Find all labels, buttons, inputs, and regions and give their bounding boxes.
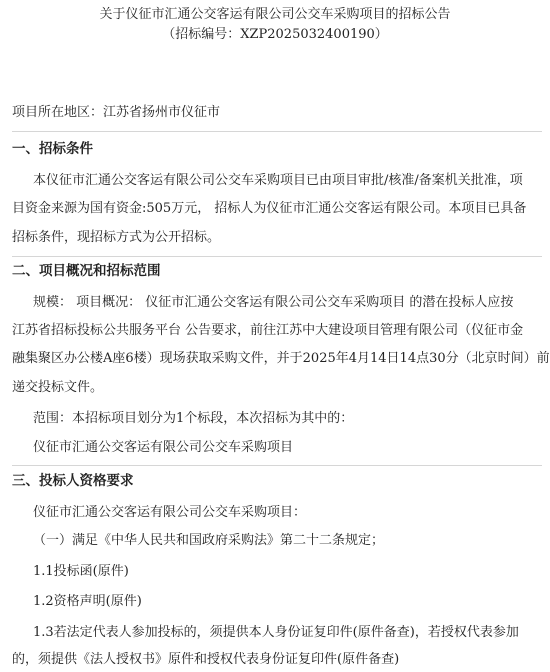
section1-line: 本仪征市汇通公交客运有限公司公交车采购项目已由项目审批/核准/备案机关批准，项 bbox=[33, 173, 523, 188]
divider bbox=[12, 465, 542, 466]
section1-line: 目资金来源为国有资金:505万元， 招标人为仪征市汇通公交客运有限公司。本项目已具备 bbox=[12, 201, 527, 216]
divider bbox=[12, 256, 542, 257]
qualification-item: 的，须提供《法人授权书》原件和授权代表身份证复印件(原件备查) bbox=[12, 652, 400, 667]
qualification-item: 1.1投标函(原件) bbox=[33, 564, 129, 579]
scope-text: 范围：本招标项目划分为1个标段，本次招标为其中的： bbox=[33, 411, 354, 426]
tender-number: （招标编号：XZP2025032400190） bbox=[162, 27, 388, 42]
section3-clause: （一）满足《中华人民共和国政府采购法》第二十二条规定； bbox=[33, 533, 385, 548]
qualification-item: 1.3若法定代表人参加投标的，须提供本人身份证复印件(原件备查)，若授权代表参加 bbox=[33, 625, 519, 640]
divider bbox=[12, 131, 542, 132]
section2-line: 融集聚区办公楼A座6楼）现场获取采购文件，并于2025年4月14日14点30分（北京时间）前 bbox=[12, 351, 550, 366]
qualification-item: 1.2资格声明(原件) bbox=[33, 594, 142, 609]
section2-line: 江苏省招标投标公共服务平台 公告要求，前往江苏中大建设项目管理有限公司（仪征市金 bbox=[12, 323, 524, 338]
section3-heading: 三、投标人资格要求 bbox=[12, 473, 134, 489]
section1-heading: 一、招标条件 bbox=[12, 141, 93, 157]
section2-line: 规模： 项目概况： 仪征市汇通公交客运有限公司公交车采购项目 的潜在投标人应按 bbox=[33, 295, 514, 310]
document-title: 关于仪征市汇通公交客运有限公司公交车采购项目的招标公告 bbox=[99, 7, 451, 22]
section3-intro: 仪征市汇通公交客运有限公司公交车采购项目： bbox=[33, 505, 307, 520]
project-location: 项目所在地区：江苏省扬州市仪征市 bbox=[12, 105, 221, 120]
section1-line: 招标条件，现招标方式为公开招标。 bbox=[12, 230, 221, 245]
section2-line: 递交投标文件。 bbox=[12, 380, 104, 395]
section2-heading: 二、项目概况和招标范围 bbox=[12, 263, 161, 279]
scope-item: 仪征市汇通公交客运有限公司公交车采购项目 bbox=[33, 440, 294, 455]
